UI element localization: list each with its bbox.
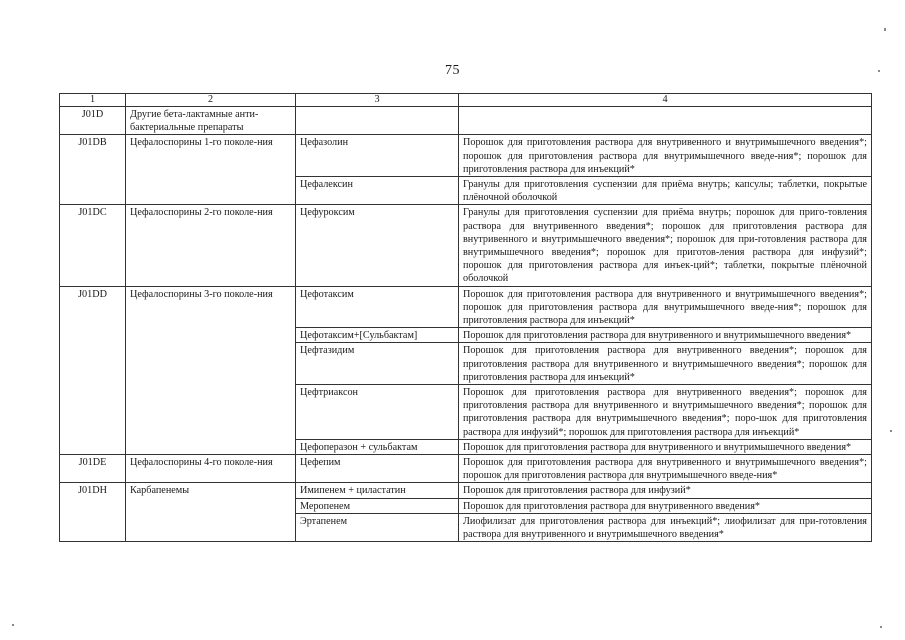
drug-name: Меропенем (296, 498, 459, 513)
dosage-forms: Гранулы для приготовления суспензии для приёма внутрь; порошок для приго-товления раствора для внутривенного введения*; порошок для приготовления раствора для внутривенного и внутримышечного введения*; порошок для при-готовления раствора для внутримышечного введения*; порошок для приготов-ления раствора для инфузий*; порошок для приготовления раствора для инъек-ций*; таблетки, покрытые плёночной оболочкой (459, 205, 872, 286)
scan-speck (12, 624, 14, 626)
atc-code: J01DB (60, 135, 126, 205)
dosage-forms: Порошок для приготовления раствора для внутривенного и внутримышечного введения* (459, 328, 872, 343)
column-header-3: 3 (296, 94, 459, 107)
drug-name: Цефтазидим (296, 343, 459, 385)
scan-speck (878, 70, 880, 72)
atc-code: J01DH (60, 483, 126, 542)
dosage-forms (459, 107, 872, 135)
dosage-forms: Порошок для приготовления раствора для внутривенного и внутримышечного введения*; порошок для приготовления раствора для внутримышечного введе-ния*; порошок для приготовления раствора для инъекций* (459, 135, 872, 177)
drug-name: Цефепим (296, 455, 459, 483)
dosage-forms: Порошок для приготовления раствора для внутривенного введения*; порошок для приготовления раствора для внутривенного и внутримышечного введения*; порошок для приготовления раствора для внутримышечного введения*; поро-шок для приготовления раствора для инфузий*; порошок для приготовления раствора для инъекций* (459, 385, 872, 440)
dosage-forms: Порошок для приготовления раствора для внутривенного и внутримышечного введения* (459, 439, 872, 454)
drug-group: Цефалоспорины 4-го поколе-ния (126, 455, 296, 483)
drug-group: Другие бета-лактамные анти-бактериальные препараты (126, 107, 296, 135)
table-row (60, 135, 872, 177)
atc-code: J01DD (60, 286, 126, 454)
scan-speck (884, 28, 886, 31)
drug-name: Цефазолин (296, 135, 459, 177)
dosage-forms: Лиофилизат для приготовления раствора для инъекций*; лиофилизат для при-готовления раствора для внутривенного и внутримышечного введения* (459, 513, 872, 541)
table-row (60, 455, 872, 483)
table-row (60, 107, 872, 135)
dosage-forms: Порошок для приготовления раствора для внутривенного и внутримышечного введения*; порошок для приготовления раствора для внутримышечного введе-ния*; порошок для приготовления раствора для инъекций* (459, 286, 872, 328)
drug-group: Цефалоспорины 2-го поколе-ния (126, 205, 296, 286)
table-row (60, 205, 872, 286)
drug-name: Цефуроксим (296, 205, 459, 286)
drug-name (296, 107, 459, 135)
drug-name: Цефотаксим+[Сульбактам] (296, 328, 459, 343)
drug-group: Цефалоспорины 3-го поколе-ния (126, 286, 296, 454)
drug-name: Имипенем + циластатин (296, 483, 459, 498)
page-number: 75 (445, 63, 460, 78)
column-header-2: 2 (126, 94, 296, 107)
scan-speck (890, 430, 892, 432)
drug-group: Карбапенемы (126, 483, 296, 542)
dosage-forms: Порошок для приготовления раствора для внутривенного введения*; порошок для приготовления раствора для внутривенного и внутримышечного введения*; порошок для приготовления раствора для инъекций* (459, 343, 872, 385)
drug-name: Цефоперазон + сульбактам (296, 439, 459, 454)
atc-code: J01D (60, 107, 126, 135)
table-row (60, 286, 872, 328)
scan-speck (880, 626, 882, 628)
drug-name: Цефалексин (296, 177, 459, 205)
drug-name: Цефтриаксон (296, 385, 459, 440)
column-header-1: 1 (60, 94, 126, 107)
atc-code: J01DC (60, 205, 126, 286)
dosage-forms: Порошок для приготовления раствора для внутривенного и внутримышечного введения*; порошок для приготовления раствора для внутримышечного введе-ния* (459, 455, 872, 483)
drug-group: Цефалоспорины 1-го поколе-ния (126, 135, 296, 205)
drug-name: Цефотаксим (296, 286, 459, 328)
dosage-forms: Гранулы для приготовления суспензии для приёма внутрь; капсулы; таблетки, покрытые плёночной оболочкой (459, 177, 872, 205)
atc-code: J01DE (60, 455, 126, 483)
dosage-forms: Порошок для приготовления раствора для внутривенного введения* (459, 498, 872, 513)
table-header-row (60, 94, 872, 107)
column-header-4: 4 (459, 94, 872, 107)
table-row (60, 483, 872, 498)
drug-name: Эртапенем (296, 513, 459, 541)
drug-table (59, 93, 872, 542)
dosage-forms: Порошок для приготовления раствора для инфузий* (459, 483, 872, 498)
